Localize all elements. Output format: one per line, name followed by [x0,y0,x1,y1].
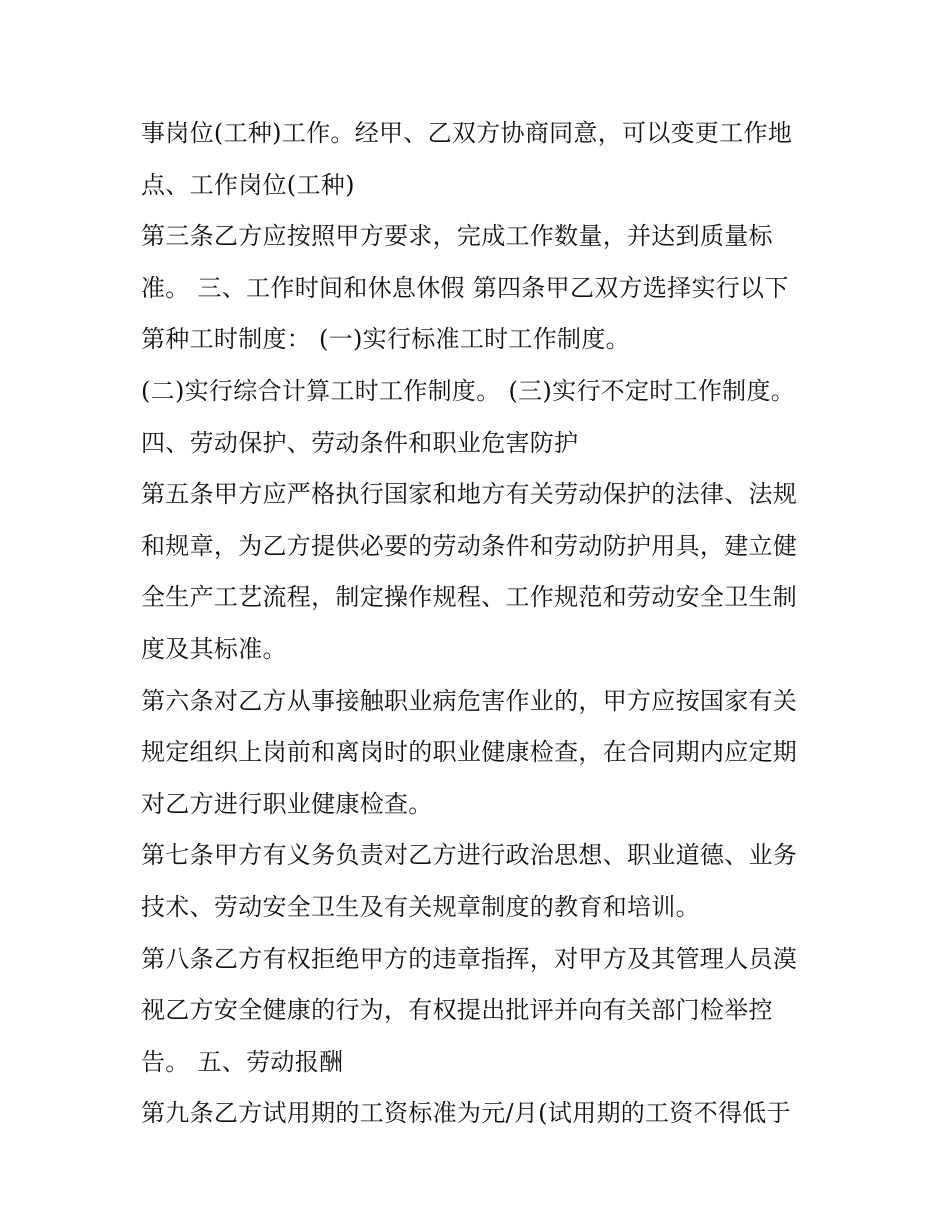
text-line: 度及其标准。 [141,634,287,663]
text-line: 视乙方安全健康的行为，有权提出批评并向有关部门检举控 [141,996,773,1025]
text-line: 第八条乙方有权拒绝甲方的违章指挥，对甲方及其管理人员漠 [141,944,798,973]
text-line: 规定组织上岗前和离岗时的职业健康检查，在合同期内应定期 [141,738,798,767]
text-line: 第五条甲方应严格执行国家和地方有关劳动保护的法律、法规 [141,480,798,509]
section-heading: 四、劳动保护、劳动条件和职业危害防护 [141,428,579,457]
text-line: 事岗位(工种)工作。经甲、乙双方协商同意，可以变更工作地 [141,119,793,147]
text-line: 准。 三、工作时间和休息休假 第四条甲乙双方选择实行以下 [141,273,789,302]
text-line: 告。 五、劳动报酬 [141,1047,344,1076]
text-line: 技术、劳动安全卫生及有关规章制度的教育和培训。 [141,892,700,921]
document-body [141,108,821,1140]
text-line: 第六条对乙方从事接触职业病危害作业的，甲方应按国家有关 [141,686,798,715]
text-line: 全生产工艺流程，制定操作规程、工作规范和劳动安全卫生制 [141,583,798,612]
text-line: 和规章，为乙方提供必要的劳动条件和劳动防护用具，建立健 [141,531,798,560]
text-line: 点、工作岗位(工种) [141,170,355,199]
text-line: (二)实行综合计算工时工作制度。 (三)实行不定时工作制度。 [141,376,796,405]
text-line: 第九条乙方试用期的工资标准为元/月(试用期的工资不得低于 [141,1099,791,1128]
text-line: 第种工时制度： (一)实行标准工时工作制度。 [141,325,630,354]
text-line: 第七条甲方有义务负责对乙方进行政治思想、职业道德、业务 [141,841,798,870]
text-line: 第三条乙方应按照甲方要求，完成工作数量，并达到质量标 [141,222,773,251]
text-line: 对乙方进行职业健康检查。 [141,789,433,818]
